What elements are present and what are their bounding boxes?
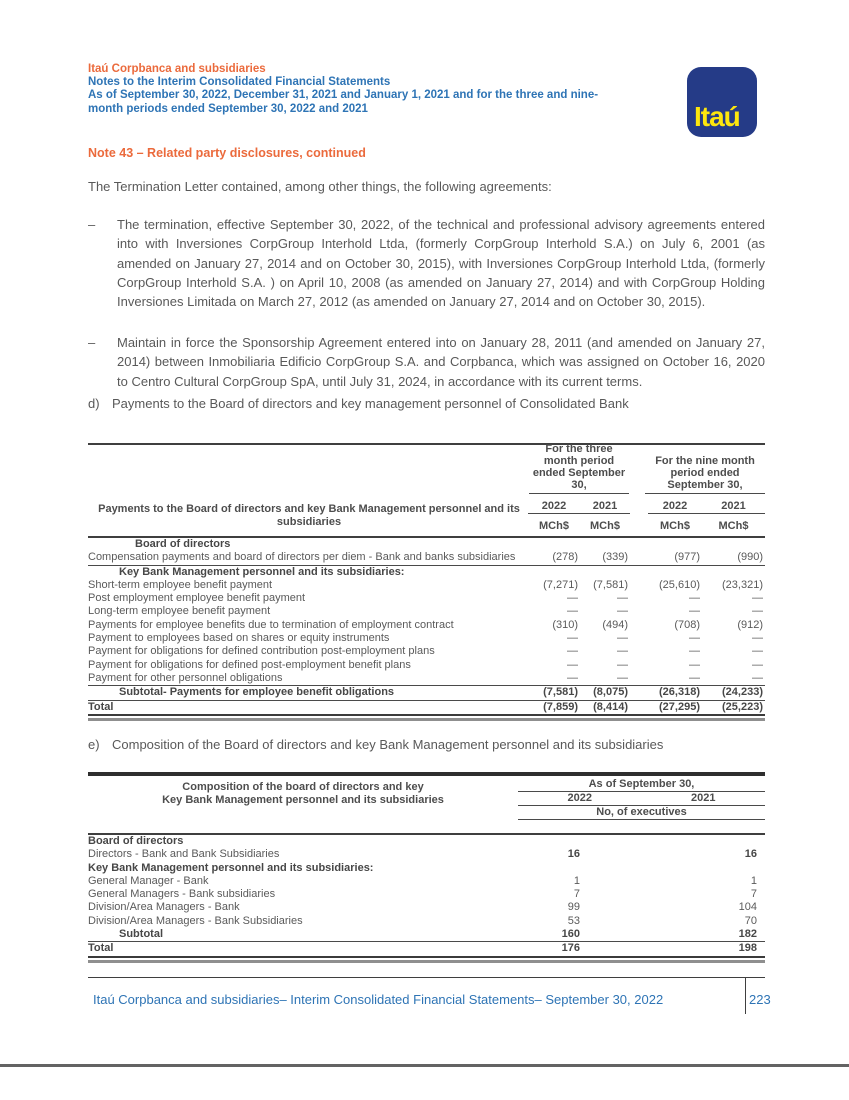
cell-value xyxy=(518,835,642,848)
footer-text: Itaú Corpbanca and subsidiaries– Interim Consolidated Financial Statements– September 30, 2022 xyxy=(93,992,664,1007)
cell-value xyxy=(648,566,702,579)
row-label: Total xyxy=(88,700,114,713)
row-label: Directors - Bank and Bank Subsidiaries xyxy=(88,848,280,861)
footer-vertical-line xyxy=(745,977,746,1014)
table-row xyxy=(88,632,765,645)
cell-value: — xyxy=(617,671,628,684)
unit-header: MCh$ xyxy=(718,520,749,532)
cell-value: 1 xyxy=(750,874,757,887)
cell-value: (990) xyxy=(737,551,763,564)
cell-value: — xyxy=(617,592,628,605)
column-group-three-month: For the three month period ended September 30, xyxy=(529,448,629,494)
table-row xyxy=(88,592,765,605)
table-row xyxy=(88,645,765,658)
document-title: Notes to the Interim Consolidated Financial Statements xyxy=(88,76,391,89)
bullet-text: The termination, effective September 30, 2022, of the technical and professional advisory agreements entered into with Inversiones CorpGroup Interhold Ltda, (formerly CorpGroup Interhold S.A.) on July 6, 2001 (as amended on January 27, 2014 and on October 30, 2015), with Inversiones CorpGroup Interhold Ltda, (formerly CorpGroup Interhold S.A. ) on April 10, 2008 (as amended on January 27, 2014) and with CorpGroup Holding Inversiones Limitada on March 27, 2012 (as amended on January 27, 2014 and on October 30, 2015). xyxy=(117,217,765,310)
table-row xyxy=(88,672,765,685)
cell-value: (25,610) xyxy=(659,578,700,591)
year-header: 2021 xyxy=(580,499,630,514)
cell-value xyxy=(528,538,580,551)
year-header: 2021 xyxy=(691,792,716,804)
table-row xyxy=(88,942,765,957)
cell-value: — xyxy=(689,632,700,645)
unit-header: MCh$ xyxy=(539,520,569,532)
cell-value: — xyxy=(567,658,578,671)
row-label: Subtotal- Payments for employee benefit obligations xyxy=(119,686,395,699)
row-label: Payment for other personnel obligations xyxy=(88,671,283,684)
cell-value: (310) xyxy=(552,618,578,631)
cell-value: — xyxy=(567,645,578,658)
section-d-text: Payments to the Board of directors and key management personnel of Consolidated Bank xyxy=(112,396,629,411)
composition-table-header xyxy=(88,772,765,835)
cell-value: (7,859) xyxy=(543,700,578,713)
cell-value: (26,318) xyxy=(659,686,700,699)
cell-value: (278) xyxy=(552,551,578,564)
period-line-1: As of September 30, 2022, December 31, 2021 and January 1, 2021 and for the three and nine- xyxy=(88,89,599,102)
cell-value xyxy=(642,862,765,875)
cell-value: — xyxy=(567,632,578,645)
table-bottom-bar xyxy=(88,960,765,963)
payments-table-header xyxy=(88,443,765,538)
cell-value xyxy=(518,862,642,875)
cell-value: 182 xyxy=(738,928,757,941)
table-row xyxy=(88,862,765,875)
section-e-label: e) xyxy=(88,737,100,752)
section-e-heading xyxy=(88,737,663,752)
cell-value: — xyxy=(617,645,628,658)
composition-table-title xyxy=(88,781,518,806)
cell-value: 53 xyxy=(567,914,580,927)
cell-value xyxy=(580,538,630,551)
table-row xyxy=(88,901,765,914)
table-row xyxy=(88,701,765,716)
cell-value: 198 xyxy=(738,942,757,955)
itau-logo xyxy=(687,67,757,137)
composition-table xyxy=(88,772,765,963)
cell-value xyxy=(642,835,765,848)
cell-value xyxy=(702,538,765,551)
cell-value: (7,581) xyxy=(543,686,578,699)
row-label: Division/Area Managers - Bank xyxy=(88,901,240,914)
unit-header: MCh$ xyxy=(660,520,690,532)
unit-header: No, of executives xyxy=(518,806,765,820)
section-e-text: Composition of the Board of directors and key Bank Management personnel and its subsidiaries xyxy=(112,737,664,752)
cell-value xyxy=(580,566,630,579)
table-row xyxy=(88,579,765,592)
year-header: 2022 xyxy=(528,499,580,514)
row-label: Payments for employee benefits due to termination of employment contract xyxy=(88,618,454,631)
table-row xyxy=(88,551,765,565)
cell-value: — xyxy=(689,658,700,671)
table-row xyxy=(88,659,765,672)
year-header: 2022 xyxy=(648,499,702,514)
table-row xyxy=(88,848,765,861)
row-label: Key Bank Management personnel and its subsidiaries: xyxy=(119,565,405,578)
intro-paragraph: The Termination Letter contained, among other things, the following agreements: xyxy=(88,179,552,194)
cell-value: — xyxy=(617,632,628,645)
cell-value: (977) xyxy=(674,551,700,564)
cell-value: — xyxy=(752,671,763,684)
cell-value: 99 xyxy=(567,901,580,914)
row-label: Subtotal xyxy=(119,928,163,941)
table-row xyxy=(88,605,765,618)
payments-table-title: Payments to the Board of directors and key Bank Management personnel and its subsidiaries xyxy=(98,503,520,528)
row-label: Board of directors xyxy=(135,538,231,550)
cell-value: 16 xyxy=(567,848,580,861)
row-label: Short-term employee benefit payment xyxy=(88,578,273,591)
row-label: Compensation payments and board of directors per diem - Bank and banks subsidiaries xyxy=(88,551,516,564)
table-row xyxy=(88,915,765,928)
cell-value: (25,223) xyxy=(722,700,763,713)
cell-value: 16 xyxy=(744,848,757,861)
payments-table-body xyxy=(88,538,765,716)
cell-value: (8,414) xyxy=(593,700,628,713)
row-label: General Managers - Bank subsidiaries xyxy=(88,888,276,901)
cell-value: 1 xyxy=(573,874,580,887)
cell-value: (708) xyxy=(674,618,700,631)
cell-value: — xyxy=(752,658,763,671)
table-row xyxy=(88,685,765,700)
cell-value: — xyxy=(567,605,578,618)
year-header: 2021 xyxy=(702,499,765,514)
row-label: Key Bank Management personnel and its subsidiaries: xyxy=(88,861,374,874)
cell-value: (8,075) xyxy=(593,686,628,699)
cell-value: (24,233) xyxy=(722,686,763,699)
cell-value: 104 xyxy=(738,901,757,914)
row-label: Total xyxy=(88,942,114,955)
footer-divider xyxy=(88,977,765,978)
row-label: Post employment employee benefit payment xyxy=(88,592,306,605)
table-row xyxy=(88,888,765,901)
cell-value: — xyxy=(752,645,763,658)
cell-value: — xyxy=(617,605,628,618)
cell-value: (339) xyxy=(602,551,628,564)
row-label: Division/Area Managers - Bank Subsidiaries xyxy=(88,914,303,927)
cell-value xyxy=(702,566,765,579)
bullet-item xyxy=(88,333,765,391)
table-row xyxy=(88,538,765,551)
bullet-text: Maintain in force the Sponsorship Agreement entered into on January 28, 2011 (and amended on January 27, 2014) between Inmobiliaria Edificio CorpGroup S.A. and Corpbanca, which was assigned on October 16, 2020 to Centro Cultural CorpGroup SpA, until July 31, 2024, in accordance with its current terms. xyxy=(117,335,765,389)
bullet-dash: – xyxy=(88,217,96,232)
cell-value xyxy=(528,566,580,579)
table-row xyxy=(88,928,765,942)
year-header-row xyxy=(518,792,765,806)
payments-table xyxy=(88,443,765,721)
unit-header: MCh$ xyxy=(590,520,620,532)
bullet-dash: – xyxy=(88,335,96,350)
cell-value: (912) xyxy=(737,618,763,631)
table-row xyxy=(88,619,765,632)
cell-value: (7,581) xyxy=(593,578,628,591)
table-row xyxy=(88,566,765,579)
section-d-label: d) xyxy=(88,396,100,411)
composition-title-line-2: Key Bank Management personnel and its subsidiaries xyxy=(162,793,444,806)
cell-value: — xyxy=(617,658,628,671)
row-label: General Manager - Bank xyxy=(88,874,209,887)
period-line-2: month periods ended September 30, 2022 and 2021 xyxy=(88,102,368,115)
page-number: 223 xyxy=(749,992,771,1007)
cell-value: (7,271) xyxy=(543,578,578,591)
cell-value: — xyxy=(567,592,578,605)
cell-value: — xyxy=(689,605,700,618)
cell-value: — xyxy=(689,645,700,658)
bullet-item xyxy=(88,215,765,311)
cell-value: — xyxy=(689,592,700,605)
cell-value: — xyxy=(752,592,763,605)
composition-title-line-1: Composition of the board of directors and key xyxy=(182,781,424,793)
section-d-heading xyxy=(88,396,629,411)
itau-logo-text: Itaú xyxy=(694,101,740,132)
table-row xyxy=(88,875,765,888)
cell-value: (23,321) xyxy=(722,578,763,591)
document-header xyxy=(88,63,688,116)
row-label: Long-term employee benefit payment xyxy=(88,605,271,618)
cell-value: — xyxy=(689,671,700,684)
row-label: Board of directors xyxy=(88,835,184,847)
composition-table-body xyxy=(88,835,765,958)
cell-value: 7 xyxy=(750,888,757,901)
cell-value: (27,295) xyxy=(659,700,700,713)
company-name: Itaú Corpbanca and subsidiaries xyxy=(88,63,266,75)
note-title: Note 43 – Related party disclosures, continued xyxy=(88,146,366,160)
column-group-as-of: As of September 30, xyxy=(518,778,765,792)
cell-value: — xyxy=(567,671,578,684)
cell-value: 160 xyxy=(561,928,580,941)
cell-value: 7 xyxy=(573,888,580,901)
cell-value xyxy=(648,538,702,551)
cell-value: 176 xyxy=(561,942,580,955)
cell-value: — xyxy=(752,605,763,618)
row-label: Payment to employees based on shares or equity instruments xyxy=(88,632,390,645)
page-bottom-edge xyxy=(0,1064,849,1067)
row-label: Payment for obligations for defined contribution post-employment plans xyxy=(88,645,435,658)
table-row xyxy=(88,835,765,848)
cell-value: (494) xyxy=(602,618,628,631)
cell-value: 70 xyxy=(744,914,757,927)
cell-value: — xyxy=(752,632,763,645)
year-header: 2022 xyxy=(567,792,592,804)
column-group-nine-month: For the nine month period ended September 30, xyxy=(645,448,765,494)
row-label: Payment for obligations for defined post-employment benefit plans xyxy=(88,658,411,671)
table-bottom-bar xyxy=(88,718,765,721)
